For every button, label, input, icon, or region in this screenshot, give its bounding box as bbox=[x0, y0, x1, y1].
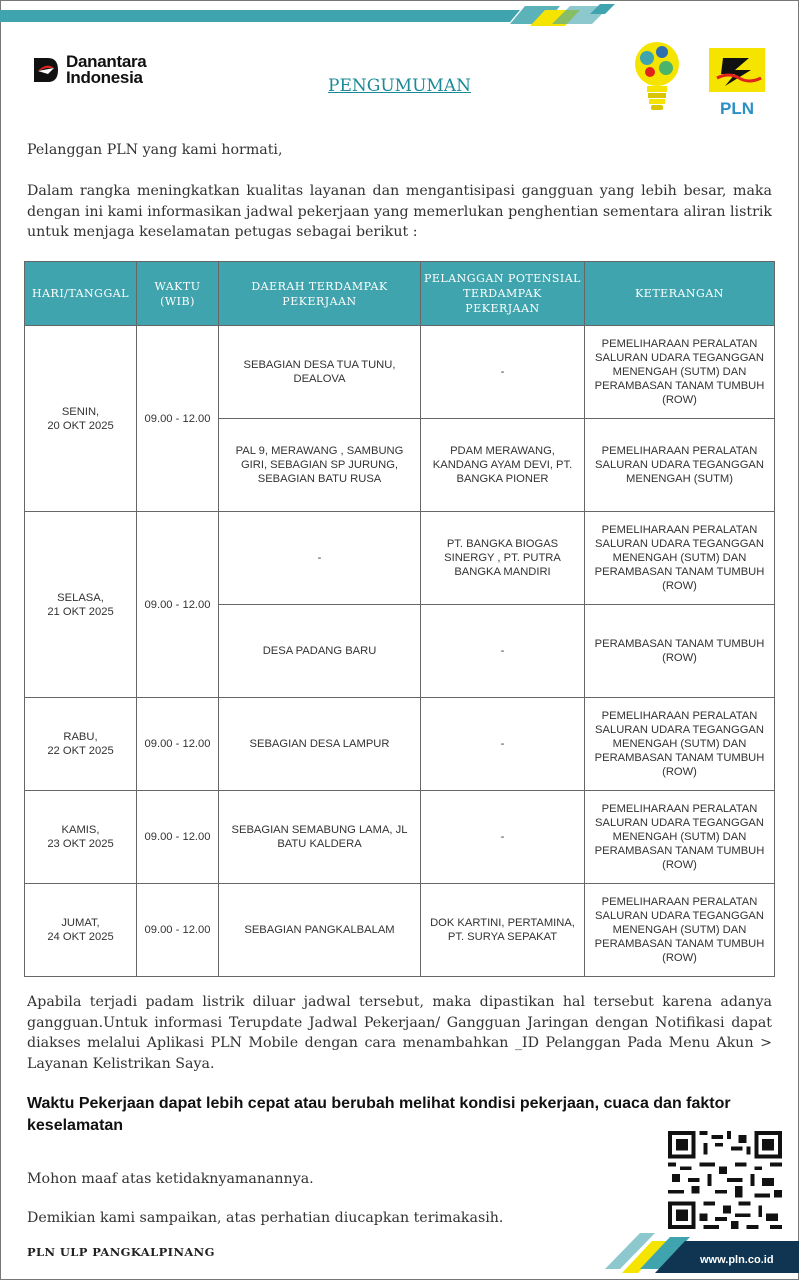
header-time bbox=[137, 262, 219, 326]
pln-logo bbox=[705, 48, 769, 118]
note-cell: PEMELIHARAAN PERALATAN SALURAN UDARA TEGANGGAN MENENGAH (SUTM) DAN PERAMBASAN TANAM TUMBUH (ROW) bbox=[585, 326, 775, 419]
time-cell: 09.00 - 12.00 bbox=[137, 512, 219, 698]
area-cell: SEBAGIAN DESA LAMPUR bbox=[219, 698, 421, 791]
signature: PLN ULP PANGKALPINANG bbox=[27, 1245, 215, 1259]
qr-code[interactable] bbox=[668, 1131, 782, 1229]
intro-paragraph: Dalam rangka meningkatkan kualitas layanan dan mengantisipasi gangguan yang lebih besar, maka dengan ini kami informasikan jadwal pekerjaan yang memerlukan penghentian sementara aliran listrik untuk menjaga keselamatan petugas sebagai berikut : bbox=[27, 183, 772, 240]
header-note: KETERANGAN bbox=[585, 262, 775, 326]
outro-paragraph: Apabila terjadi padam listrik diluar jadwal tersebut, maka dipastikan hal tersebut karena adanya gangguan.Untuk informasi Terupdate Jadwal Pekerjaan/ Gangguan Jaringan dengan Notifikasi dapat diakses melalui Aplikasi PLN Mobile dengan cara menambahkan _ID Pelanggan Pada Menu Akun > Layanan Kelistrikan Saya. bbox=[27, 994, 772, 1072]
note-cell: PEMELIHARAAN PERALATAN SALURAN UDARA TEGANGGAN MENENGAH (SUTM) DAN PERAMBASAN TANAM TUMBUH (ROW) bbox=[585, 698, 775, 791]
day-name: KAMIS, bbox=[61, 824, 100, 836]
customer-cell: PDAM MERAWANG, KANDANG AYAM DEVI, PT. BANGKA PIONER bbox=[421, 419, 585, 512]
day-date: 20 OKT 2025 bbox=[47, 419, 114, 432]
header-time-l1: WAKTU bbox=[154, 279, 201, 293]
header-customer-l1: PELANGGAN POTENSIAL bbox=[424, 272, 581, 285]
day-date: 22 OKT 2025 bbox=[47, 745, 114, 757]
area-cell: SEBAGIAN SEMABUNG LAMA, JL BATU KALDERA bbox=[219, 791, 421, 884]
area-cell: DESA PADANG BARU bbox=[219, 605, 421, 698]
header-area-l2: PEKERJAAN bbox=[282, 294, 357, 308]
customer-cell: - bbox=[421, 326, 585, 419]
day-cell bbox=[25, 884, 137, 977]
day-name: RABU, bbox=[63, 731, 98, 743]
customer-cell: PT. BANGKA BIOGAS SINERGY , PT. PUTRA BANGKA MANDIRI bbox=[421, 512, 585, 605]
time-cell: 09.00 - 12.00 bbox=[137, 698, 219, 791]
customer-cell: - bbox=[421, 605, 585, 698]
area-cell: SEBAGIAN PANGKALBALAM bbox=[219, 884, 421, 977]
day-name: JUMAT, bbox=[61, 917, 100, 929]
header-area bbox=[219, 262, 421, 326]
pln-logo-text: PLN bbox=[720, 99, 754, 118]
website-link[interactable]: www.pln.co.id bbox=[700, 1254, 774, 1266]
header-customer-l2: TERDAMPAK PEKERJAAN bbox=[463, 287, 542, 315]
day-name: SENIN, bbox=[61, 405, 100, 418]
customer-cell: DOK KARTINI, PERTAMINA, PT. SURYA SEPAKAT bbox=[421, 884, 585, 977]
schedule-table bbox=[24, 261, 775, 977]
note-cell: PERAMBASAN TANAM TUMBUH (ROW) bbox=[585, 605, 775, 698]
header-day: HARI/TANGGAL bbox=[25, 262, 137, 326]
note-cell: PEMELIHARAAN PERALATAN SALURAN UDARA TEGANGGAN MENENGAH (SUTM) DAN PERAMBASAN TANAM TUMBUH (ROW) bbox=[585, 791, 775, 884]
apology-text: Mohon maaf atas ketidaknyamanannya. bbox=[27, 1171, 314, 1187]
customer-cell: - bbox=[421, 698, 585, 791]
area-cell: PAL 9, MERAWANG , SAMBUNG GIRI, SEBAGIAN SP JURUNG, SEBAGIAN BATU RUSA bbox=[219, 419, 421, 512]
greeting: Pelanggan PLN yang kami hormati, bbox=[27, 142, 283, 158]
header-time-l2: (WIB) bbox=[160, 294, 195, 308]
customer-cell: - bbox=[421, 791, 585, 884]
brand-line-1: Danantara bbox=[66, 52, 147, 71]
day-cell bbox=[25, 698, 137, 791]
time-cell: 09.00 - 12.00 bbox=[137, 791, 219, 884]
note-cell: PEMELIHARAAN PERALATAN SALURAN UDARA TEGANGGAN MENENGAH (SUTM) bbox=[585, 419, 775, 512]
time-cell: 09.00 - 12.00 bbox=[137, 884, 219, 977]
table-row bbox=[25, 698, 775, 791]
top-decorative-bar bbox=[0, 0, 799, 30]
header-area-l1: DAERAH TERDAMPAK bbox=[251, 279, 388, 293]
note-cell: PEMELIHARAAN PERALATAN SALURAN UDARA TEGANGGAN MENENGAH (SUTM) DAN PERAMBASAN TANAM TUMBUH (ROW) bbox=[585, 512, 775, 605]
work-time-notice: Waktu Pekerjaan dapat lebih cepat atau berubah melihat kondisi pekerjaan, cuaca dan faktor keselamatan bbox=[27, 1095, 731, 1134]
day-date: 24 OKT 2025 bbox=[47, 931, 114, 943]
area-cell: SEBAGIAN DESA TUA TUNU, DEALOVA bbox=[219, 326, 421, 419]
table-row bbox=[25, 884, 775, 977]
day-name: SELASA, bbox=[57, 591, 104, 604]
table-row bbox=[25, 326, 775, 419]
day-cell bbox=[25, 512, 137, 698]
day-date: 23 OKT 2025 bbox=[47, 838, 114, 850]
area-cell: - bbox=[219, 512, 421, 605]
closing-text: Demikian kami sampaikan, atas perhatian diucapkan terimakasih. bbox=[27, 1210, 504, 1226]
day-cell bbox=[25, 326, 137, 512]
brand-line-2: Indonesia bbox=[66, 68, 143, 87]
table-header-row bbox=[25, 262, 775, 326]
page-title: PENGUMUMAN bbox=[328, 76, 471, 96]
lightbulb-illustration-icon bbox=[628, 38, 686, 114]
note-cell: PEMELIHARAAN PERALATAN SALURAN UDARA TEGANGGAN MENENGAH (SUTM) DAN PERAMBASAN TANAM TUMBUH (ROW) bbox=[585, 884, 775, 977]
table-row bbox=[25, 791, 775, 884]
table-row bbox=[25, 512, 775, 605]
time-cell: 09.00 - 12.00 bbox=[137, 326, 219, 512]
day-cell bbox=[25, 791, 137, 884]
header-customer bbox=[421, 262, 585, 326]
day-date: 21 OKT 2025 bbox=[47, 605, 114, 618]
